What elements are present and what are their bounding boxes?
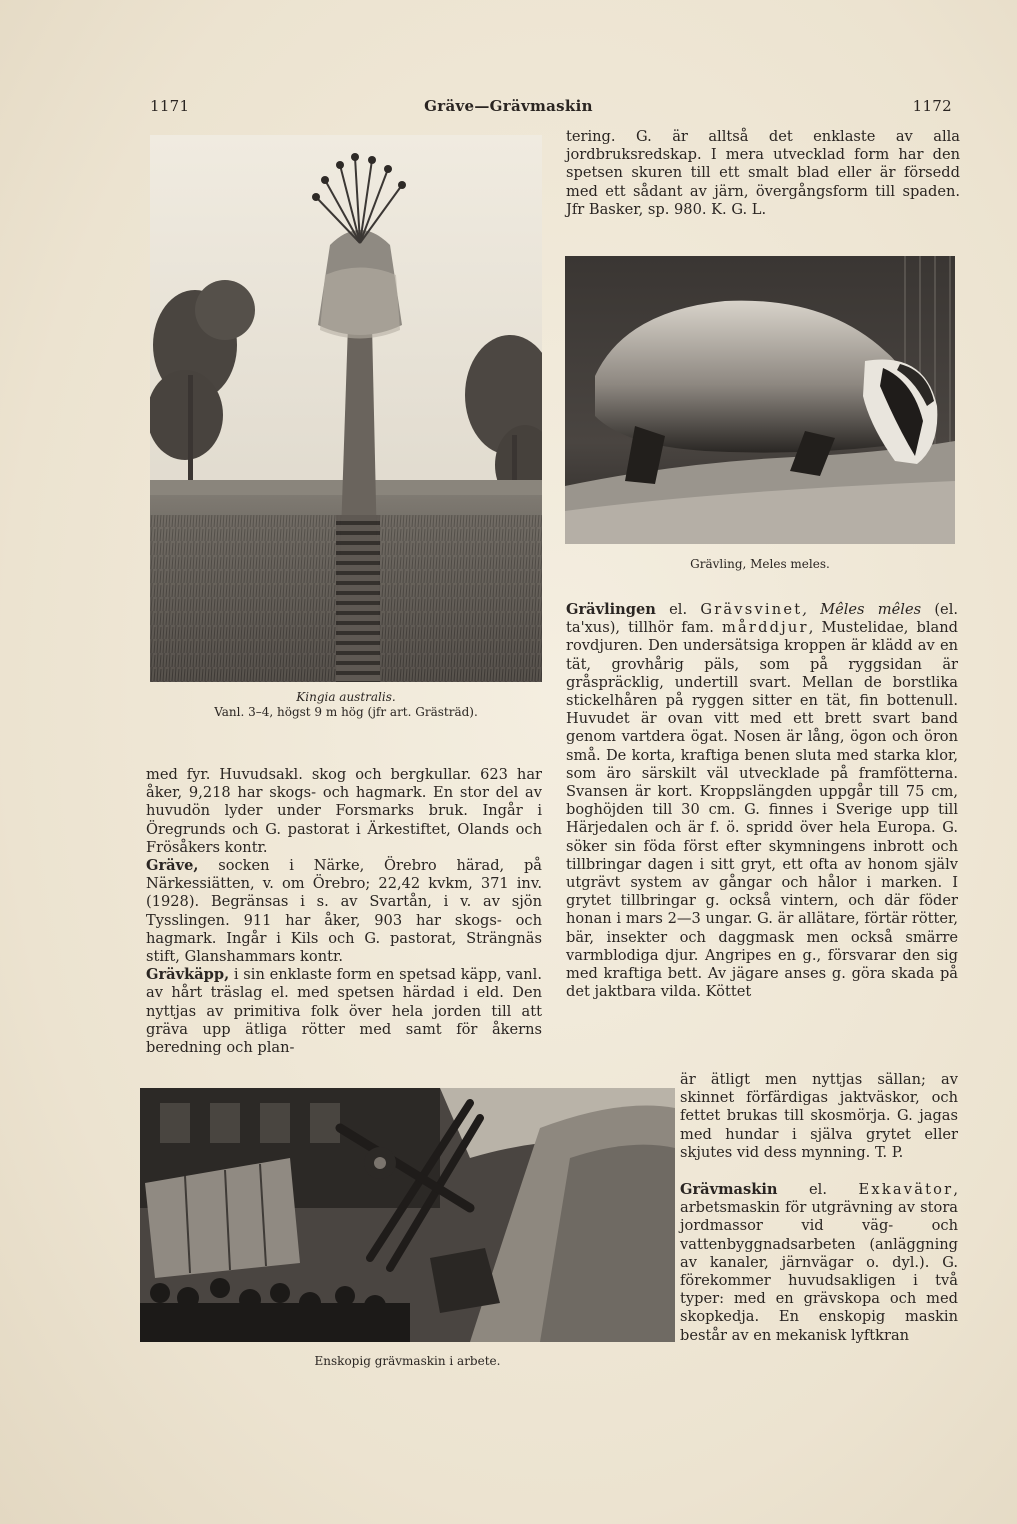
badger-photo	[565, 256, 955, 544]
excavator-photo	[140, 1088, 675, 1342]
badger-continuation: är ätligt men nyttjas sällan; av skinnet förfärdigas jaktväskor, och fettet brukas till skosmörja. G. jagas med hundar i själva grytet eller skjutes vid dess mynning. T. P.	[680, 1071, 958, 1161]
entry-gravmaskin-el: el.	[777, 1181, 859, 1198]
page-number-left: 1171	[150, 97, 190, 115]
left-column-text	[146, 766, 542, 1057]
entry-gravmaskin-body: , arbetsmaskin för utgrävning av stora jordmassor vid väg- och vattenbyggnadsarbeten (anläggning av kanaler, järnvägar o. dyl.). G. förekommer huvudsakligen i två typer: med en grävskopa och med skopkedja. En enskopig maskin består av en mekanisk lyftkran	[680, 1181, 958, 1344]
entry-gravlingen-latin: , Mêles mêles	[802, 601, 922, 618]
kingia-caption-detail: Vanl. 3–4, högst 9 m hög (jfr art. Grästräd).	[214, 705, 478, 719]
badger-caption: Grävling, Meles meles.	[690, 557, 830, 571]
kingia-caption-title: Kingia australis.	[296, 690, 396, 704]
entry-gravkapp	[146, 966, 542, 1057]
kingia-caption	[150, 690, 542, 720]
entry-gravmaskin-head: Grävmaskin	[680, 1181, 778, 1198]
entry-gravlingen-head: Grävlingen	[566, 601, 656, 618]
right-top-text: tering. G. är alltså det enklaste av alla jordbruksredskap. I mera utvecklad form har den spetsen skuren till ett smalt blad eller är försedd med ett sådant av järn, övergångsform till spaden. Jfr Basker, sp. 980. K. G. L.	[566, 128, 960, 218]
continuation-paragraph: med fyr. Huvudsakl. skog och bergkullar. 623 har åker, 9,218 har skogs- och hagmark. En stor del av huvudön lyder under Forsmarks bruk. Ingår i Öregrunds och G. pastorat i Ärkestiftet, Olands och Frösåkers kontr.	[146, 766, 542, 856]
entry-gravmaskin-alt: Exkavätor	[858, 1181, 954, 1198]
page-number-right: 1172	[912, 97, 952, 115]
entry-gravlingen-body: , Mustelidae, bland rovdjuren. Den undersätsiga kroppen är klädd av en tät, grovhårig päls, som på ryggsidan är gråspräcklig, undertill svart. Mellan de borstlika stickelhåren på ryggen sitter en tät, fin bottenull. Huvudet är ovan vitt med ett brett svart band genom vartdera ögat. Nosen är lång, ögon och öron små. De korta, kraftiga benen sluta med starka klor, som äro särskilt väl utvecklade på framfötterna. Svansen är kort. Kroppslängden uppgår till 75 cm, boghöjden till 30 cm. G. finnes i Sverige upp till Härjedalen och är f. ö. spridd över hela Europa. G. söker sin föda först efter skymningens inbrott och tillbringar dagen i sitt gryt, ett ofta av honom själv utgrävt system av gångar och hålor i marken. I grytet tillbringar g. också vintern, och där föder honan i mars 2—3 ungar. G. är allätare, förtär rötter, bär, insekter och daggmask men också smärre varmblodiga djur. Angripes en g., försvarar den sig med kraftiga bett. Av jägare anses g. göra skada på det jaktbara vilda. Köttet	[566, 619, 958, 1001]
badger-illustration	[565, 256, 955, 544]
entry-gravmaskin	[680, 1181, 958, 1345]
excavator-caption: Enskopig grävmaskin i arbete.	[314, 1354, 501, 1368]
entry-grave-body: socken i Närke, Örebro härad, på Närkessiätten, v. om Örebro; 22,42 kvkm, 371 inv. (1928). Begränsas i s. av Svartån, i v. av sjön Tysslingen. 911 har åker, 903 har skogs- och hagmark. Ingår i Kils och G. pastorat, Strängnäs stift, Glanshammars kontr.	[146, 857, 542, 966]
running-title: Gräve—Grävmaskin	[424, 97, 593, 115]
entry-gravlingen-family: mårddjur	[721, 619, 809, 637]
entry-grave-head: Gräve,	[146, 857, 199, 875]
entry-gravlingen-alt: Grävsvinet	[700, 601, 803, 618]
kingia-illustration	[150, 135, 542, 682]
entry-gravkapp-head: Grävkäpp,	[146, 966, 230, 984]
kingia-photo	[150, 135, 542, 682]
entry-gravkapp-body: i sin enklaste form en spetsad käpp, vanl. av hårt träslag el. med spetsen härdad i eld. Den nyttjas av primitiva folk över hela jorden till att gräva upp ätliga rötter med samt för åkerns beredning och plan-	[146, 966, 542, 1057]
entry-grave	[146, 857, 542, 966]
excavator-illustration	[140, 1088, 675, 1342]
entry-gravlingen	[566, 601, 958, 1001]
entry-gravlingen-el: el.	[655, 601, 701, 618]
entry-gravlingen-mid: (el. ta'xus), tillhör fam.	[566, 601, 958, 637]
